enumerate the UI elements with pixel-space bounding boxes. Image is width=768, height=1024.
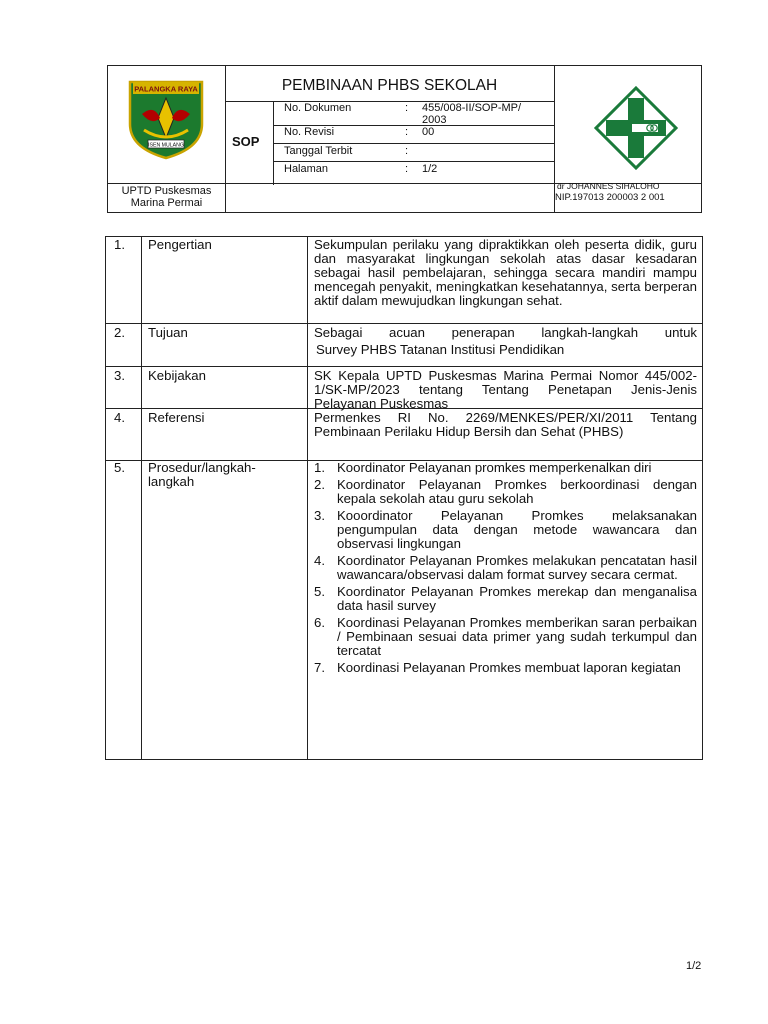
meta-label-doc-number: No. Dokumen	[284, 102, 352, 114]
list-item: 7. Koordinasi Pelayanan Promkes membuat laporan kegiatan	[314, 660, 681, 675]
row-text-kebijakan: SK Kepala UPTD Puskesmas Marina Permai Nomor 445/002-1/SK-MP/2023 tentang Tentang Penetapan Jenis-Jenis Pelayanan Puskesmas	[314, 368, 697, 411]
health-cross-logo-icon	[594, 86, 678, 170]
list-item: 6. Koordinasi Pelayanan Promkes memberikan saran perbaikan / Pembinaan sesuai data primer yang sudah terkumpul dan tercatat	[314, 615, 697, 658]
row-text-tujuan-line2: Survey PHBS Tatanan Institusi Pendidikan	[316, 342, 565, 357]
meta-label-issue-date: Tanggal Terbit	[284, 145, 353, 157]
row-number: 5.	[114, 460, 125, 475]
org-name-line2: Marina Permai	[130, 197, 203, 209]
meta-value-revision: 00	[422, 126, 435, 138]
meta-value-page: 1/2	[422, 163, 438, 175]
row-text-tujuan-line1: Sebagai acuan penerapan langkah-langkah untuk	[314, 325, 697, 340]
logo-text: PALANGKA RAYA	[134, 84, 198, 94]
row-label-prosedur-line1: Prosedur/langkah-	[148, 460, 256, 475]
row-number: 1.	[114, 237, 125, 252]
list-item: 1. Koordinator Pelayanan promkes memperkenalkan diri	[314, 460, 652, 475]
row-number: 3.	[114, 368, 125, 383]
row-text-referensi: Permenkes RI No. 2269/MENKES/PER/XI/2011 Tentang Pembinaan Perilaku Hidup Bersih dan Sehat (PHBS)	[314, 410, 697, 439]
list-item: 5. Koordinator Pelayanan Promkes merekap dan menganalisa data hasil survey	[314, 584, 697, 613]
list-item: 4. Koordinator Pelayanan Promkes melakukan pencatatan hasil wawancara/observasi dalam format survey secara cermat.	[314, 553, 697, 582]
row-label-pengertian: Pengertian	[148, 237, 212, 252]
row-label-referensi: Referensi	[148, 410, 205, 425]
meta-sep: :	[405, 102, 409, 114]
meta-value-doc-number: 455/008-II/SOP-MP/	[422, 102, 522, 114]
procedure-steps-list	[314, 461, 697, 678]
meta-sep: :	[405, 126, 409, 138]
signer-nip: NIP.197013 200003 2 001	[555, 192, 665, 203]
row-label-prosedur-line2: langkah	[148, 474, 195, 489]
list-item: 2. Koordinator Pelayanan Promkes berkoordinasi dengan kepala sekolah atau guru sekolah	[314, 477, 697, 506]
signer-name: dr JOHANNES SIHALOHO	[557, 181, 660, 191]
palangka-raya-emblem	[124, 74, 208, 160]
row-label-tujuan: Tujuan	[148, 325, 188, 340]
page-number: 1/2	[686, 960, 702, 972]
sop-content-table	[105, 236, 703, 760]
meta-label-revision: No. Revisi	[284, 126, 335, 138]
meta-value-doc-number-cont: 2003	[422, 114, 447, 126]
row-label-kebijakan: Kebijakan	[148, 368, 206, 383]
sop-label: SOP	[232, 134, 260, 149]
meta-sep: :	[405, 145, 409, 157]
row-number: 4.	[114, 410, 125, 425]
sop-header-table	[107, 65, 702, 213]
document-title: PEMBINAAN PHBS SEKOLAH	[281, 77, 498, 94]
meta-sep: :	[405, 163, 409, 175]
row-text-pengertian: Sekumpulan perilaku yang dipraktikkan oleh peserta didik, guru dan masyarakat lingkungan sekolah atas dasar kesadaran sebagai hasil pembelajaran, sehingga secara mandiri mampu mencegah penyakit, meningkatkan kesehatannya, serta berperan aktif dalam mewujudkan lingkungan sehat.	[314, 237, 697, 308]
row-number: 2.	[114, 325, 125, 340]
org-name-line1: UPTD Puskesmas	[121, 185, 212, 197]
list-item: 3. Kooordinator Pelayanan Promkes melaksanakan pengumpulan data dengan metode wawancara dan observasi lingkungan	[314, 508, 697, 551]
meta-label-page: Halaman	[284, 163, 329, 175]
logo-ribbon-text: ISEN MULANG	[148, 142, 184, 149]
